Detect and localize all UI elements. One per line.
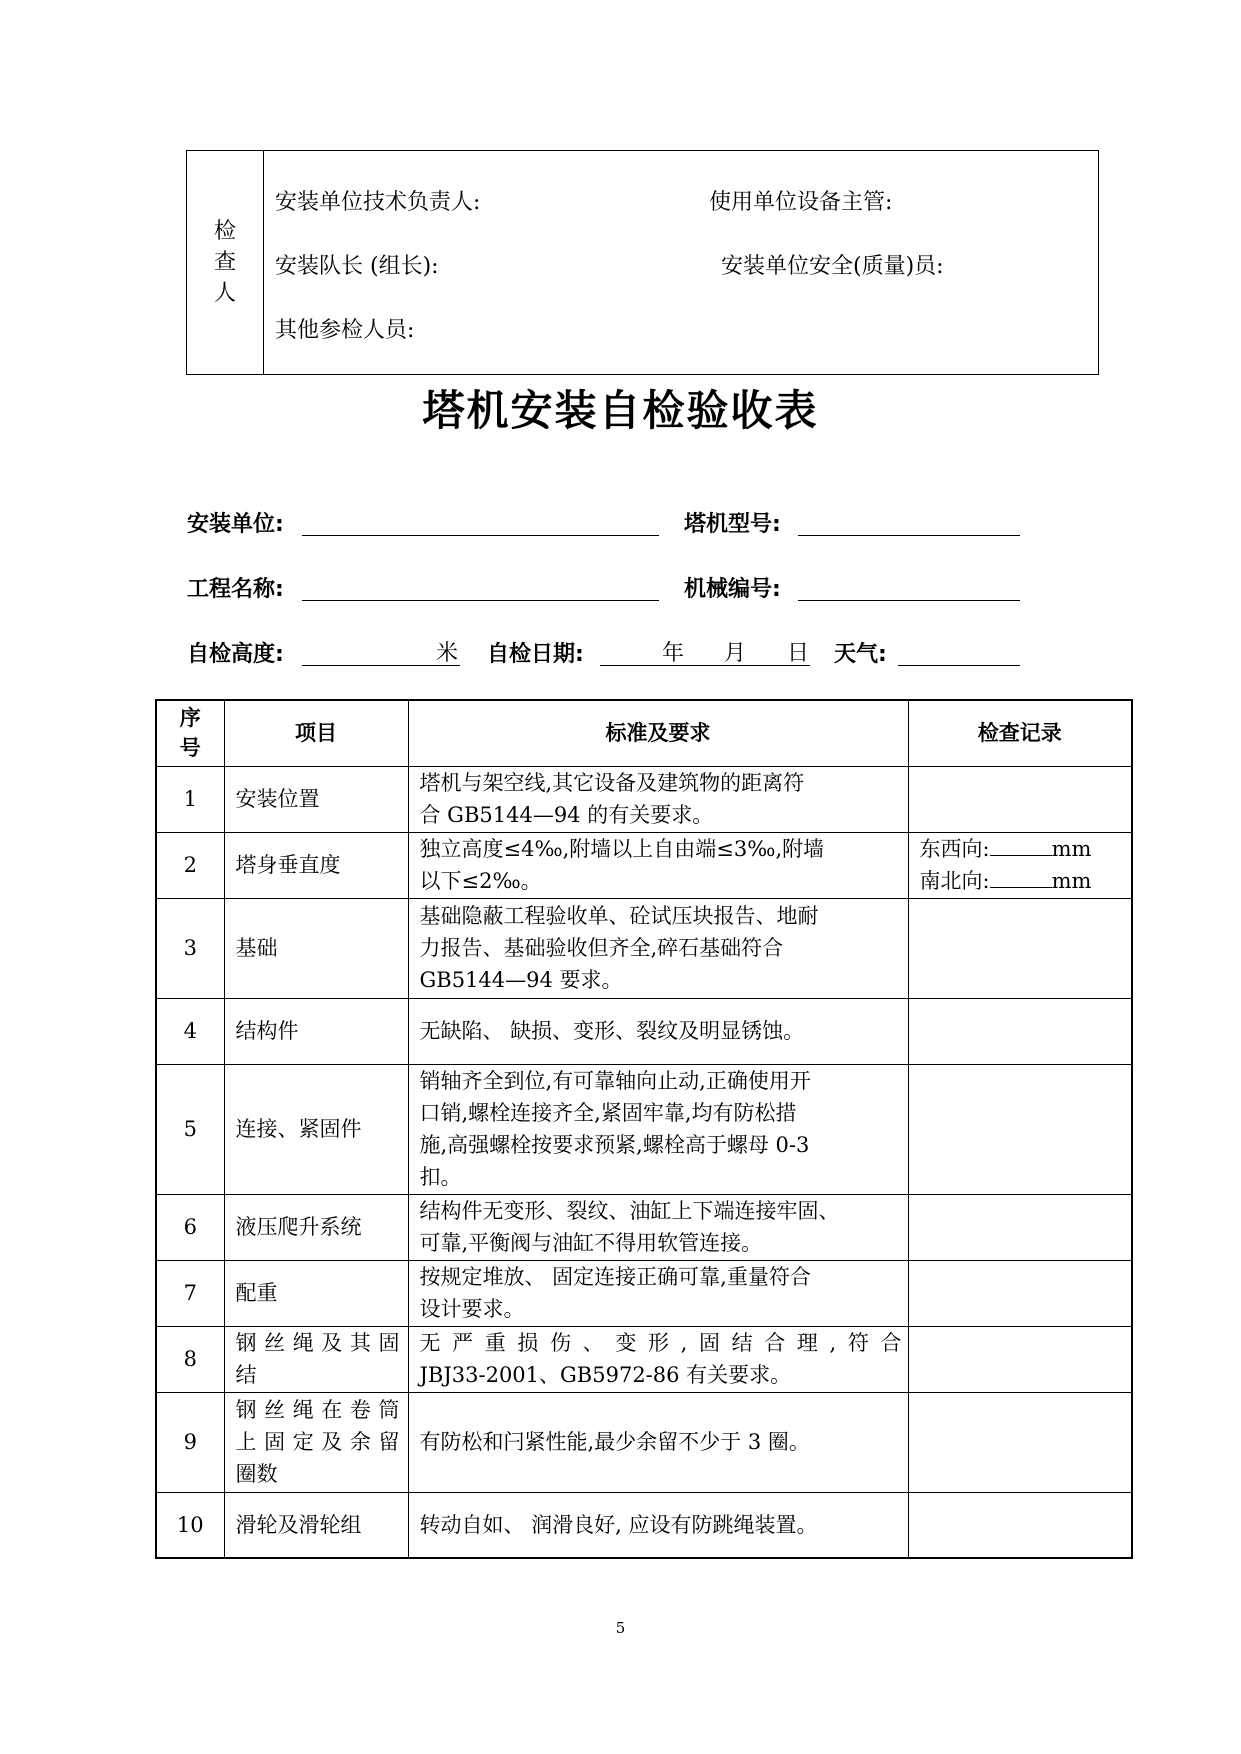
document-title: 塔机安装自检验收表 (422, 386, 819, 435)
row-requirement (408, 1260, 908, 1326)
requirement-line: 独立高度≤4‰,附墙以上自由端≤3‰,附墙 (419, 837, 825, 861)
row-item: 塔身垂直度 (224, 832, 408, 898)
north-south-record (920, 865, 1132, 897)
height-unit: 米 (436, 641, 459, 666)
item-line: 钢丝绳及其固 (235, 1331, 400, 1355)
requirement-line: 销轴齐全到位,有可靠轴向止动,正确使用开 (419, 1069, 811, 1093)
inspector-label (187, 151, 264, 374)
table-row (156, 998, 1132, 1064)
row-record[interactable] (908, 1194, 1132, 1260)
requirement-line: 合 GB5144—94 的有关要求。 (419, 803, 714, 827)
row-requirement (408, 766, 908, 832)
row-record[interactable] (908, 1326, 1132, 1392)
requirement-line: 无严重损伤、变形,固结合理,符合 (419, 1331, 902, 1355)
row-item: 液压爬升系统 (224, 1194, 408, 1260)
row-item (224, 1326, 408, 1392)
requirement-line: 有防松和闩紧性能,最少余留不少于 3 圈。 (419, 1430, 810, 1454)
requirement-line: 转动自如、 润滑良好, 应设有防跳绳装置。 (419, 1512, 818, 1537)
col-header-no-text: 序号 (179, 706, 201, 761)
weather-label: 天气: (834, 642, 887, 667)
requirement-line: 力报告、基础验收但齐全,碎石基础符合 (419, 936, 784, 960)
requirement-line: 扣。 (419, 1165, 462, 1189)
row-item (224, 1392, 408, 1492)
row-item: 滑轮及滑轮组 (224, 1492, 408, 1558)
inspector-label-char: 人 (213, 281, 236, 306)
requirement-line: 施,高强螺栓按要求预紧,螺栓高于螺母 0-3 (419, 1133, 810, 1157)
other-inspectors-label: 其他参检人员: (275, 318, 415, 343)
requirement-line: 无缺陷、 缺损、变形、裂纹及明显锈蚀。 (419, 1019, 805, 1043)
machine-no-label: 机械编号: (684, 577, 781, 602)
inspection-table (155, 699, 1133, 1559)
project-name-label: 工程名称: (187, 577, 284, 602)
row-record[interactable] (908, 1492, 1132, 1558)
row-record (908, 832, 1132, 898)
table-row (156, 898, 1132, 998)
requirement-line: 基础隐蔽工程验收单、砼试压块报告、地耐 (419, 904, 819, 928)
requirement-line: 结构件无变形、裂纹、油缸上下端连接牢固、 (419, 1199, 840, 1223)
inspector-box (186, 150, 1099, 375)
north-south-label: 南北向: (919, 869, 990, 893)
row-requirement (408, 1194, 908, 1260)
requirement-line: 设计要求。 (419, 1297, 525, 1321)
north-south-input[interactable] (990, 867, 1052, 888)
requirement-line: GB5144—94 要求。 (419, 968, 623, 992)
row-requirement (408, 832, 908, 898)
row-item: 结构件 (224, 998, 408, 1064)
row-item: 连接、紧固件 (224, 1064, 408, 1194)
project-name-field[interactable] (302, 600, 659, 601)
install-unit-label: 安装单位: (187, 512, 284, 537)
row-no: 10 (156, 1492, 224, 1558)
row-record[interactable] (908, 998, 1132, 1064)
item-line: 结 (235, 1363, 257, 1387)
table-row (156, 832, 1132, 898)
table-header-row (156, 700, 1132, 766)
table-row (156, 1392, 1132, 1492)
row-requirement (408, 1064, 908, 1194)
row-no: 1 (156, 766, 224, 832)
table-row (156, 1194, 1132, 1260)
row-requirement (408, 998, 908, 1064)
install-unit-field[interactable] (302, 535, 659, 536)
install-tech-lead-label: 安装单位技术负责人: (275, 190, 481, 215)
row-item: 配重 (224, 1260, 408, 1326)
row-item: 安装位置 (224, 766, 408, 832)
table-row (156, 1326, 1132, 1392)
crane-model-field[interactable] (798, 535, 1020, 536)
col-header-no (156, 700, 224, 766)
item-line: 圈数 (235, 1462, 278, 1486)
requirement-line: 塔机与架空线,其它设备及建筑物的距离符 (419, 771, 805, 795)
table-row (156, 1064, 1132, 1194)
table-row (156, 766, 1132, 832)
row-record[interactable] (908, 1260, 1132, 1326)
row-no: 7 (156, 1260, 224, 1326)
date-year: 年 (662, 641, 685, 666)
east-west-record (920, 833, 1132, 865)
self-check-date-label: 自检日期: (487, 642, 584, 667)
item-line: 上固定及余留 (235, 1430, 400, 1454)
date-day: 日 (787, 641, 810, 666)
row-no: 2 (156, 832, 224, 898)
page-number: 5 (615, 1619, 626, 1637)
row-record[interactable] (908, 1064, 1132, 1194)
row-requirement (408, 1492, 908, 1558)
requirement-line: 按规定堆放、 固定连接正确可靠,重量符合 (419, 1265, 811, 1289)
machine-no-field[interactable] (798, 600, 1020, 601)
col-header-item: 项目 (224, 700, 408, 766)
requirement-line: 口销,螺栓连接齐全,紧固牢靠,均有防松措 (419, 1101, 797, 1125)
row-record[interactable] (908, 766, 1132, 832)
crane-model-label: 塔机型号: (684, 512, 781, 537)
row-no: 6 (156, 1194, 224, 1260)
east-west-input[interactable] (990, 835, 1052, 856)
row-no: 4 (156, 998, 224, 1064)
row-item: 基础 (224, 898, 408, 998)
user-equipment-manager-label: 使用单位设备主管: (709, 190, 893, 215)
row-requirement (408, 1392, 908, 1492)
table-row (156, 1260, 1132, 1326)
col-header-record: 检查记录 (908, 700, 1132, 766)
row-requirement (408, 1326, 908, 1392)
row-no: 3 (156, 898, 224, 998)
install-safety-officer-label: 安装单位安全(质量)员: (721, 254, 944, 279)
inspector-label-char: 检 (213, 219, 236, 244)
requirement-line: JBJ33-2001、GB5972-86 有关要求。 (419, 1363, 792, 1387)
north-south-unit: mm (1051, 869, 1092, 893)
row-requirement (408, 898, 908, 998)
row-no: 8 (156, 1326, 224, 1392)
requirement-line: 以下≤2‰。 (419, 869, 542, 893)
item-line: 钢丝绳在卷筒 (235, 1398, 400, 1422)
weather-field[interactable] (898, 665, 1020, 666)
row-record[interactable] (908, 898, 1132, 998)
self-check-date-field[interactable] (600, 665, 810, 666)
self-check-height-label: 自检高度: (187, 642, 284, 667)
east-west-unit: mm (1051, 837, 1092, 861)
row-record[interactable] (908, 1392, 1132, 1492)
install-team-leader-label: 安装队长 (组长): (275, 254, 439, 279)
inspector-label-char: 查 (213, 250, 236, 275)
date-month: 月 (724, 641, 747, 666)
table-row (156, 1492, 1132, 1558)
row-no: 5 (156, 1064, 224, 1194)
row-no: 9 (156, 1392, 224, 1492)
col-header-requirement: 标准及要求 (408, 700, 908, 766)
east-west-label: 东西向: (919, 837, 990, 861)
requirement-line: 可靠,平衡阀与油缸不得用软管连接。 (419, 1231, 763, 1255)
